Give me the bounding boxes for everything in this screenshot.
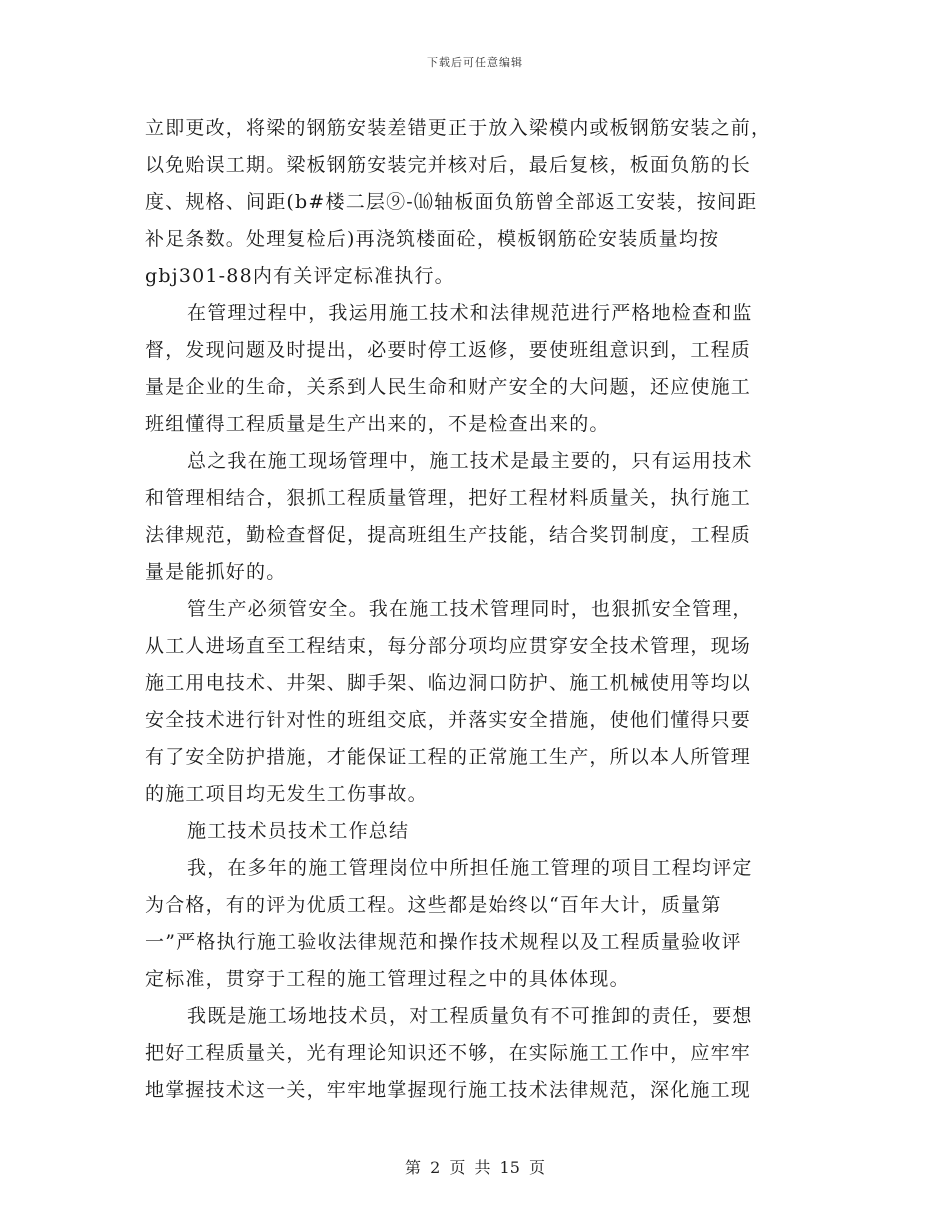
text-line: 班组懂得工程质量是生产出来的，不是检查出来的。 [145, 413, 610, 435]
paragraph-start-line: 我，在多年的施工管理岗位中所担任施工管理的项目工程均评定 [187, 857, 753, 879]
text-line: 量是能抓好的。 [145, 561, 287, 583]
text-line: gbj301-88内有关评定标准执行。 [145, 265, 455, 287]
paragraph-start-line: 我既是施工场地技术员，对工程质量负有不可推卸的责任，要想 [187, 1005, 753, 1027]
text-line: 立即更改，将梁的钢筋安装差错更正于放入梁模内或板钢筋安装之前， [145, 117, 772, 139]
paragraph-start-line: 总之我在施工现场管理中，施工技术是最主要的，只有运用技术 [187, 450, 753, 472]
text-line: 的施工项目均无发生工伤事故。 [145, 783, 428, 805]
text-line: 施工用电技术、井架、脚手架、临边洞口防护、施工机械使用等均以 [145, 672, 752, 694]
page-header: 下载后可任意编辑 [427, 56, 523, 69]
text-line: 量是企业的生命，关系到人民生命和财产安全的大问题，还应使施工 [145, 376, 752, 398]
text-line: 度、规格、间距(b#楼二层⑨-⒃轴板面负筋曾全部返工安装，按间距 [145, 191, 758, 213]
text-line: 定标准，贯穿于工程的施工管理过程之中的具体体现。 [145, 968, 630, 990]
document-body [145, 110, 805, 1109]
text-line: 补足条数。处理复检后)再浇筑楼面砼，模板钢筋砼安装质量均按 [145, 228, 720, 250]
text-line: 督，发现问题及时提出，必要时停工返修，要使班组意识到，工程质 [145, 339, 752, 361]
text-line: 以免贻误工期。梁板钢筋安装完并核对后，最后复核，板面负筋的长 [145, 154, 752, 176]
page-number-footer: 第 2 页 共 15 页 [405, 1158, 545, 1177]
text-line: 从工人进场直至工程结束，每分部分项均应贯穿安全技术管理，现场 [145, 635, 752, 657]
section-heading: 施工技术员技术工作总结 [187, 820, 410, 842]
text-line: 为合格，有的评为优质工程。这些都是始终以“百年大计，质量第 [145, 894, 722, 916]
text-line: 把好工程质量关，光有理论知识还不够，在实际施工工作中，应牢牢 [145, 1042, 752, 1064]
paragraph-start-line: 在管理过程中，我运用施工技术和法律规范进行严格地检查和监 [187, 302, 753, 324]
text-line: 地掌握技术这一关，牢牢地掌握现行施工技术法律规范，深化施工现 [145, 1079, 752, 1101]
paragraph-start-line: 管生产必须管安全。我在施工技术管理同时，也狠抓安全管理， [187, 598, 753, 620]
text-line: 有了安全防护措施，才能保证工程的正常施工生产，所以本人所管理 [145, 746, 752, 768]
text-line: 法律规范，勤检查督促，提高班组生产技能，结合奖罚制度，工程质 [145, 524, 752, 546]
text-line: 和管理相结合，狠抓工程质量管理，把好工程材料质量关，执行施工 [145, 487, 752, 509]
text-line: 安全技术进行针对性的班组交底，并落实安全措施，使他们懂得只要 [145, 709, 752, 731]
text-line: 一”严格执行施工验收法律规范和操作技术规程以及工程质量验收评 [145, 931, 742, 953]
